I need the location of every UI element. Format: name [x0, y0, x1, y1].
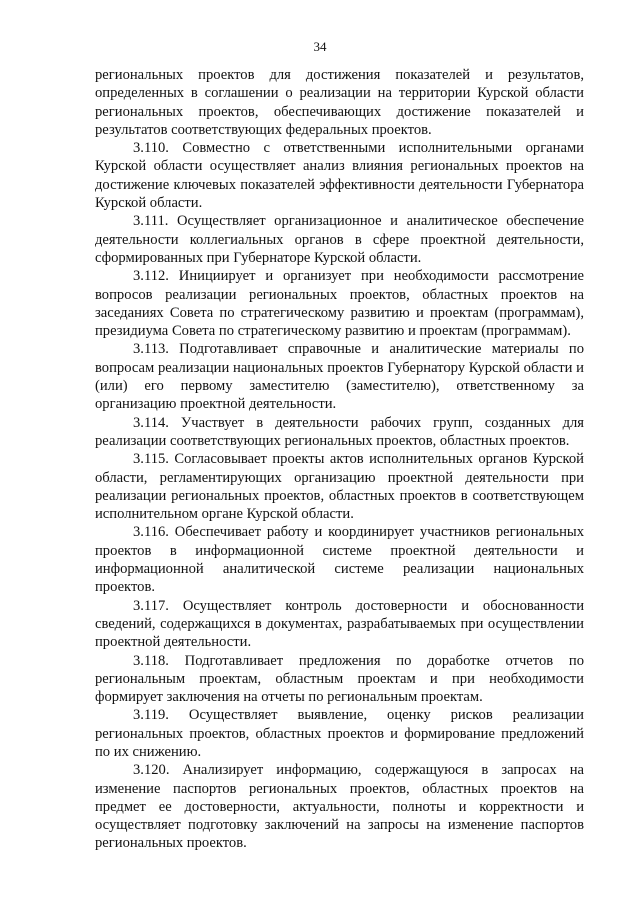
paragraph-3-113: 3.113. Подготавливает справочные и аналитические материалы по вопросам реализации национальных проектов Губернатору Курской области и (или) его первому заместителю (заместителю), ответственному за организацию проектной деятельности. [95, 341, 584, 413]
paragraph-3-112: 3.112. Инициирует и организует при необходимости рассмотрение вопросов реализации региональных проектов, областных проектов на заседаниях Совета по стратегическому развитию и проектам (программам), президиума Совета по стратегическому развитию и проектам (программам). [95, 268, 584, 340]
paragraph-3-118: 3.118. Подготавливает предложения по доработке отчетов по региональным проектам, областным проектам и при необходимости формирует заключения на отчеты по региональным проектам. [95, 652, 584, 706]
page-number: 34 [313, 39, 327, 54]
paragraph-3-114: 3.114. Участвует в деятельности рабочих групп, созданных для реализации соответствующих региональных проектов, областных проектов. [95, 414, 584, 449]
paragraph-3-110: 3.110. Совместно с ответственными исполнительными органами Курской области осуществляет анализ влияния региональных проектов на достижение ключевых показателей эффективности деятельности Губернатора Курской области. [95, 140, 584, 212]
paragraph-3-116: 3.116. Обеспечивает работу и координирует участников региональных проектов в информационной системе проектной деятельности и информационной аналитической системе реализации национальных проектов. [95, 524, 584, 596]
paragraph-3-119: 3.119. Осуществляет выявление, оценку рисков реализации региональных проектов, областных проектов и формирование предложений по их снижению. [95, 707, 584, 760]
paragraph-3-120: 3.120. Анализирует информацию, содержащуюся в запросах на изменение паспортов региональных проектов, областных проектов на предмет ее достоверности, актуальности, полноты и корректности и осуществляет подготовку заключений на запросы на изменение паспортов региональных проектов. [95, 762, 584, 852]
paragraph-3-111: 3.111. Осуществляет организационное и аналитическое обеспечение деятельности коллегиальных органов в сфере проектной деятельности, сформированных при Губернаторе Курской области. [95, 213, 584, 266]
paragraph-continuation: региональных проектов для достижения показателей и результатов, определенных в соглашении о реализации на территории Курской области региональных проектов, обеспечивающих достижение показателей и результатов соответствующих федеральных проектов. [95, 67, 584, 138]
paragraph-3-115: 3.115. Согласовывает проекты актов исполнительных органов Курской области, регламентирующих организацию проектной деятельности при реализации региональных проектов, областных проектов в соответствующем исполнительном органе Курской области. [95, 451, 584, 523]
paragraph-3-117: 3.117. Осуществляет контроль достоверности и обоснованности сведений, содержащихся в документах, разрабатываемых при осуществлении проектной деятельности. [95, 597, 584, 651]
document-body [95, 66, 584, 853]
